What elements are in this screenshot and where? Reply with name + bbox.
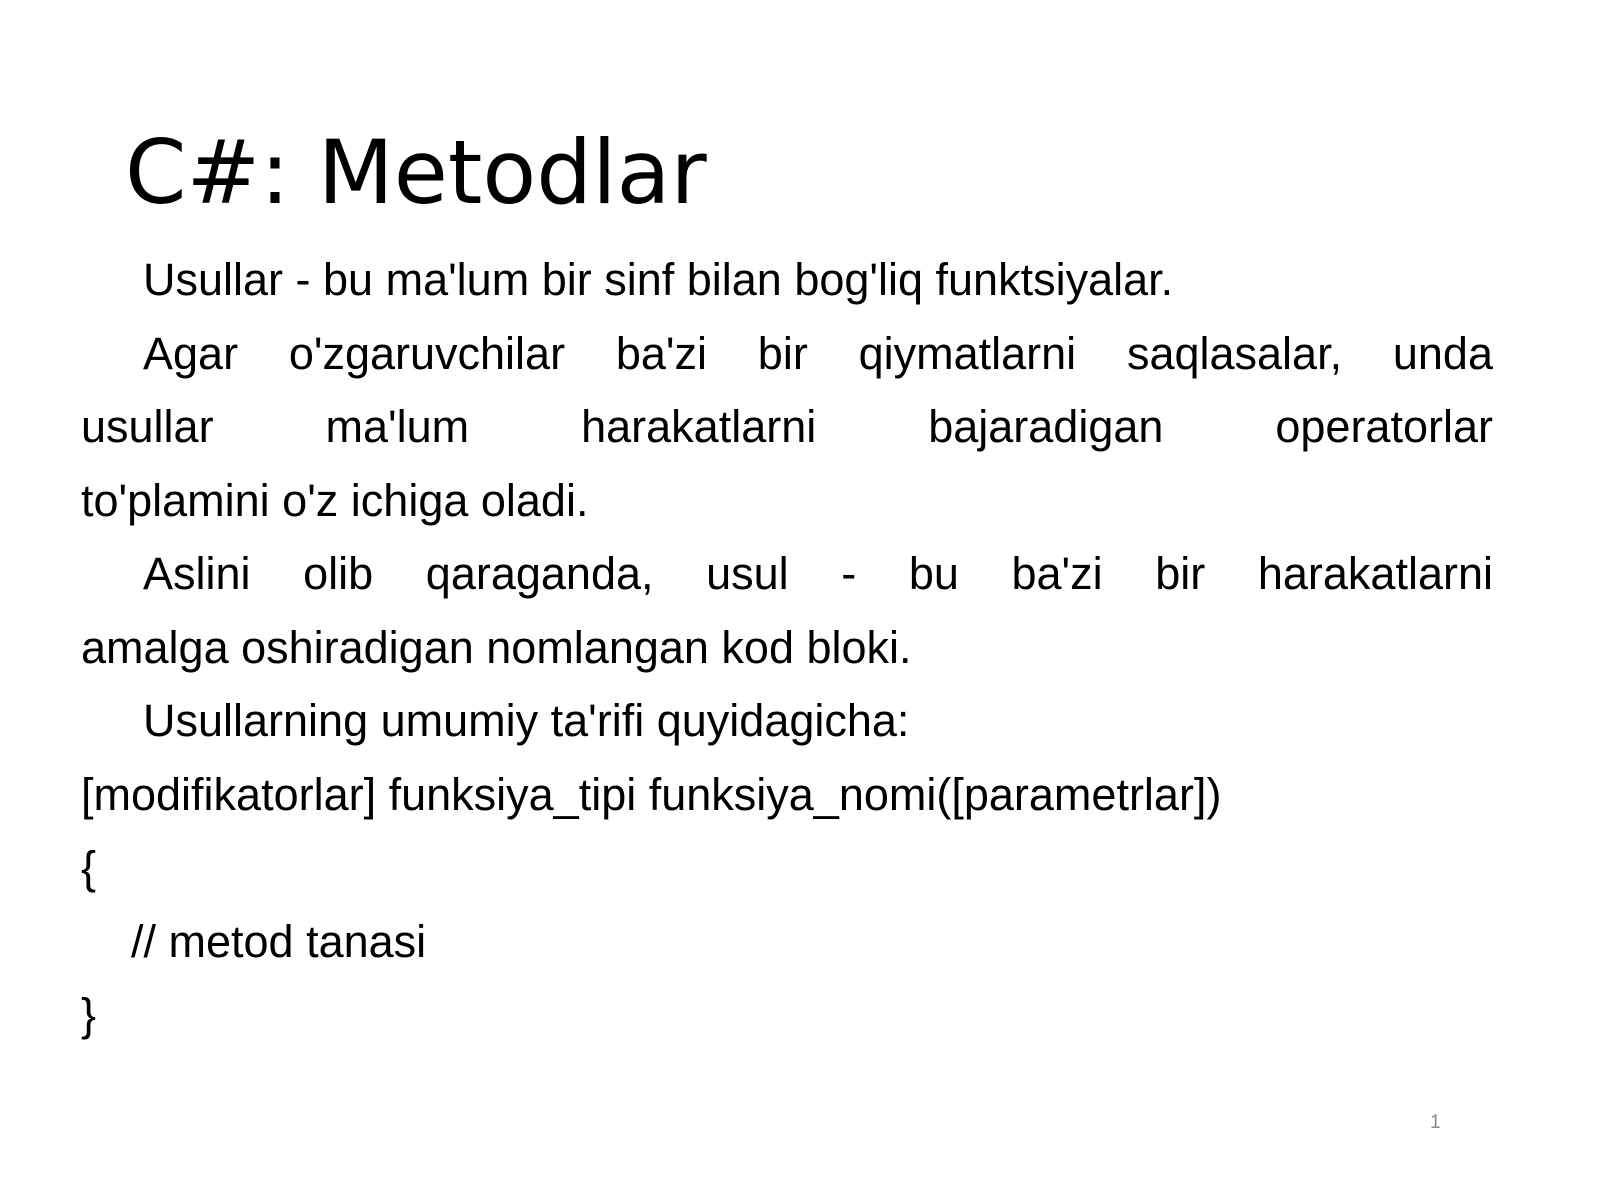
slide-body [81,243,1493,1052]
page-number: 1 [1430,1112,1441,1133]
body-line: Usullar - bu ma'lum bir sinf bilan bog'liq funktsiyalar. [143,254,1174,305]
code-signature-line: [modifikatorlar] funksiya_tipi funksiya_nomi([parametrlar]) [81,768,1222,820]
code-open-brace: { [81,842,97,893]
body-line: Agar o'zgaruvchilar ba'zi bir qiymatlarni saqlasalar, unda [143,327,1493,379]
slide-title: C#: Metodlar [125,121,707,224]
code-close-brace: } [81,989,97,1040]
body-line: to'plamini o'z ichiga oladi. [81,474,589,526]
body-line: amalga oshiradigan nomlangan kod bloki. [81,621,912,673]
body-line: usullar ma'lum harakatlarni bajaradigan operatorlar [81,401,1493,452]
body-line: Usullarning umumiy ta'rifi quyidagicha: [143,695,910,746]
body-line: Aslini olib qaraganda, usul - bu ba'zi bir harakatlarni [143,548,1493,599]
code-comment-line: // metod tanasi [131,915,427,967]
